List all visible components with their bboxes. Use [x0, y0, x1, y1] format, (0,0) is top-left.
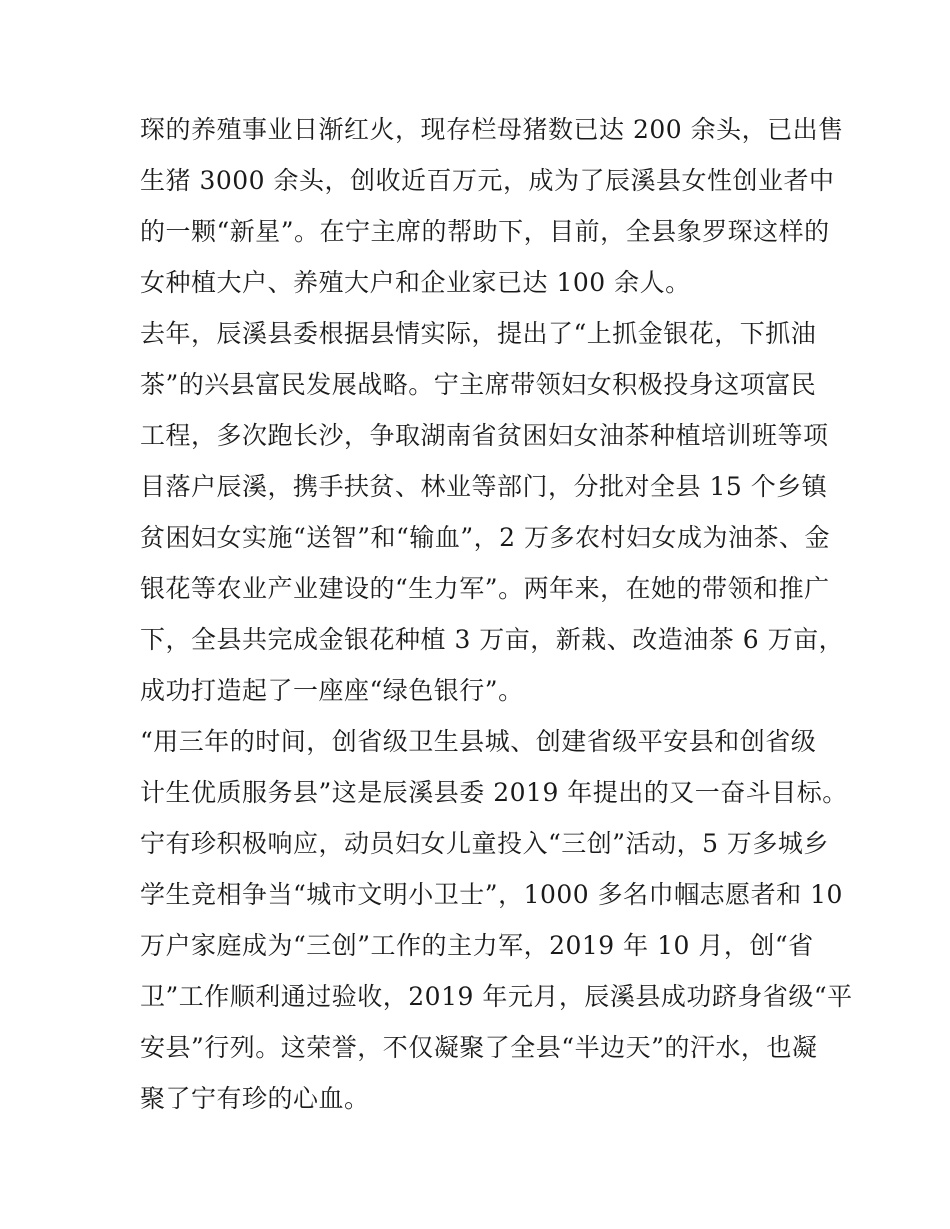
text-line: 琛的养殖事业日渐红火，现存栏母猪数已达 200 余头，已出售	[140, 115, 844, 144]
text-line: 计生优质服务县”这是辰溪县委 2019 年提出的又一奋斗目标。	[140, 778, 848, 807]
text-line: 的一颗“新星”。在宁主席的帮助下，目前，全县象罗琛这样的	[140, 217, 830, 246]
text-line: “用三年的时间，创省级卫生县城、创建省级平安县和创省级	[140, 727, 817, 756]
text-line: 下，全县共完成金银花种植 3 万亩，新栽、改造油茶 6 万亩，	[140, 625, 845, 654]
text-line: 目落户辰溪，携手扶贫、林业等部门，分批对全县 15 个乡镇	[140, 472, 828, 501]
text-line: 万户家庭成为“三创”工作的主力军，2019 年 10 月，创“省	[140, 931, 814, 960]
text-line: 成功打造起了一座座“绿色银行”。	[140, 676, 524, 705]
text-line: 聚了宁有珍的心血。	[140, 1084, 370, 1113]
text-line: 茶”的兴县富民发展战略。宁主席带领妇女积极投身这项富民	[140, 370, 817, 399]
text-line: 生猪 3000 余头，创收近百万元，成为了辰溪县女性创业者中	[140, 166, 835, 195]
text-line: 安县”行列。这荣誉，不仅凝聚了全县“半边天”的汗水，也凝	[140, 1033, 818, 1062]
text-line: 学生竞相争当“城市文明小卫士”，1000 多名巾帼志愿者和 10	[140, 880, 843, 909]
text-line: 宁有珍积极响应，动员妇女儿童投入“三创”活动，5 万多城乡	[140, 829, 829, 858]
text-line: 女种植大户、养殖大户和企业家已达 100 余人。	[140, 268, 691, 297]
document-body	[140, 104, 853, 1124]
text-line: 银花等农业产业建设的“生力军”。两年来，在她的带领和推广	[140, 574, 830, 603]
text-line: 去年，辰溪县委根据县情实际，提出了“上抓金银花，下抓油	[140, 319, 817, 348]
text-line: 卫”工作顺利通过验收，2019 年元月，辰溪县成功跻身省级“平	[140, 982, 853, 1011]
text-line: 贫困妇女实施“送智”和“输血”，2 万多农村妇女成为油茶、金	[140, 523, 830, 552]
text-line: 工程，多次跑长沙，争取湖南省贫困妇女油茶种植培训班等项	[140, 421, 829, 450]
